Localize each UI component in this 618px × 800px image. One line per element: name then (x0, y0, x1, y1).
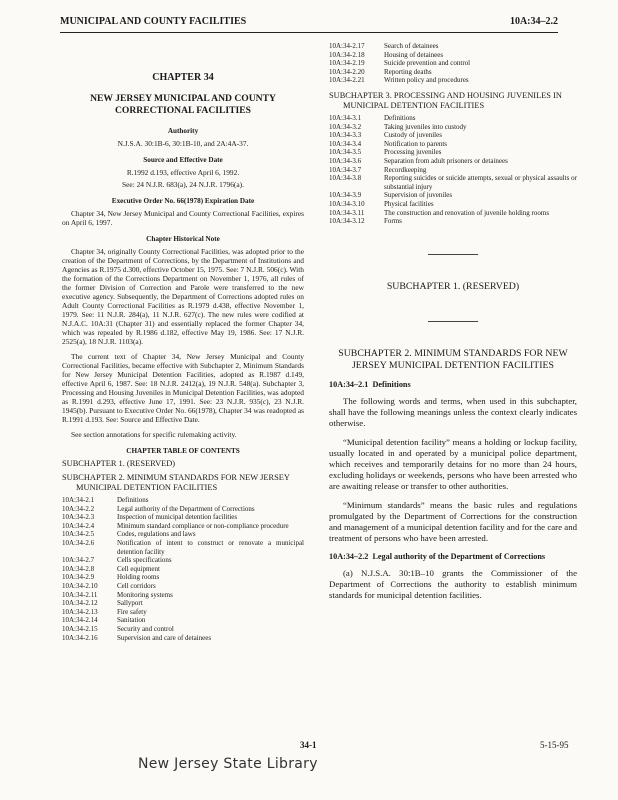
toc-section-number: 10A:34-2.18 (329, 50, 365, 59)
historical-note-heading: Chapter Historical Note (146, 235, 220, 243)
source-line-1: R.1992 d.193, effective April 6, 1992. (126, 168, 240, 177)
toc-section-number: 10A:34-2.15 (62, 624, 98, 633)
toc-section-number: 10A:34-2.2 (62, 504, 95, 513)
toc-list-subchapter-2-cont (329, 42, 577, 85)
toc-section-number: 10A:34-2.9 (62, 573, 95, 582)
toc-entry (329, 191, 577, 200)
section-heading (329, 380, 577, 390)
source-heading: Source and Effective Date (143, 156, 223, 164)
toc-section-title: Recordkeeping (384, 165, 427, 174)
toc-entry (329, 209, 577, 218)
toc-section-title: Physical facilities (384, 199, 434, 208)
toc-entry (329, 68, 577, 77)
toc-section-number: 10A:34-3.4 (329, 139, 362, 148)
toc-section-number: 10A:34-2.14 (62, 616, 98, 625)
toc-section-title: Supervision and care of detainees (117, 633, 212, 642)
subchapter-1-toc-heading: SUBCHAPTER 1. (RESERVED) (62, 459, 176, 468)
toc-section-number: 10A:34-2.8 (62, 564, 95, 573)
toc-section-number: 10A:34-2.21 (329, 76, 365, 85)
toc-section-title: Reporting suicides or suicide attempts, sexual or physical assaults or substantial injury (384, 174, 577, 191)
left-column (62, 42, 304, 740)
toc-section-title: Supervision of juveniles (384, 191, 453, 200)
historical-note-paragraph: See section annotations for specific rulemaking activity. (71, 430, 237, 439)
toc-list-subchapter-2 (62, 496, 304, 642)
toc-entry (62, 565, 304, 574)
toc-section-title: Taking juveniles into custody (384, 122, 467, 131)
toc-entry (329, 174, 577, 191)
toc-entry (62, 539, 304, 556)
toc-entry (329, 76, 577, 85)
toc-section-number: 10A:34-2.10 (62, 581, 98, 590)
executive-order-text: Chapter 34, New Jersey Municipal and County Correctional Facilities, expires on April 6, 1997. (62, 209, 304, 227)
toc-section-number: 10A:34-2.13 (62, 607, 98, 616)
toc-entry (62, 599, 304, 608)
section-number: 10A:34–2.2 (329, 551, 369, 561)
subchapter-3-toc-heading: SUBCHAPTER 3. PROCESSING AND HOUSING JUVENILES IN MUNICIPAL DETENTION FACILITIES (329, 90, 562, 110)
toc-section-title: Housing of detainees (384, 50, 444, 59)
toc-section-title: Sallyport (117, 599, 143, 608)
toc-section-number: 10A:34-3.7 (329, 165, 362, 174)
toc-entry (62, 505, 304, 514)
toc-section-title: Definitions (117, 496, 149, 504)
toc-entry (62, 573, 304, 582)
toc-entry (329, 114, 577, 123)
toc-entry (329, 200, 577, 209)
toc-entry (62, 582, 304, 591)
toc-section-number: 10A:34-3.10 (329, 199, 365, 208)
toc-section-number: 10A:34-3.3 (329, 131, 362, 140)
toc-section-number: 10A:34-3.1 (329, 113, 362, 122)
toc-section-number: 10A:34-2.20 (329, 67, 365, 76)
toc-entry (329, 217, 577, 226)
body-paragraph: (a) N.J.S.A. 30:1B–10 grants the Commissioner of the Department of Corrections the authority to establish minimum standards for municipal detention facilities. (329, 567, 577, 600)
table-of-contents-heading: CHAPTER TABLE OF CONTENTS (126, 447, 240, 455)
toc-entry (329, 166, 577, 175)
section-number: 10A:34–2.1 (329, 379, 369, 389)
toc-section-title: Written policy and procedures (384, 76, 469, 85)
toc-section-title: Legal authority of the Department of Corrections (117, 504, 255, 513)
toc-entry (62, 591, 304, 600)
chapter-title: NEW JERSEY MUNICIPAL AND COUNTY CORRECTIONAL FACILITIES (90, 93, 276, 116)
toc-section-number: 10A:34-3.5 (329, 148, 362, 157)
toc-section-number: 10A:34-2.3 (62, 513, 95, 522)
toc-section-number: 10A:34-3.8 (329, 174, 362, 183)
toc-entry (62, 496, 304, 505)
toc-entry (329, 123, 577, 132)
separator-rule (428, 254, 478, 255)
library-stamp: New Jersey State Library (138, 756, 318, 772)
chapter-number: CHAPTER 34 (152, 72, 214, 83)
toc-section-number: 10A:34-3.12 (329, 217, 365, 226)
toc-section-number: 10A:34-3.6 (329, 156, 362, 165)
header-rule (60, 32, 558, 33)
toc-list-subchapter-3 (329, 114, 577, 226)
toc-entry (329, 59, 577, 68)
toc-section-number: 10A:34-2.17 (329, 42, 365, 50)
toc-section-number: 10A:34-2.5 (62, 530, 95, 539)
subchapter-1-heading: SUBCHAPTER 1. (RESERVED) (386, 280, 520, 292)
toc-entry (62, 625, 304, 634)
toc-section-title: Search of detainees (384, 42, 439, 50)
toc-section-number: 10A:34-3.2 (329, 122, 362, 131)
definition-paragraph: “Municipal detention facility” means a holding or lockup facility, usually located in and operated by a municipal police department, which receives and temporarily detains for no more than 24 hours, excluding holidays or weekends, persons who have been arrested who are awaiting release or transfer to other authorities. (329, 436, 577, 491)
toc-entry (329, 148, 577, 157)
toc-section-title: Notification of intent to construct or renovate a municipal detention facility (117, 538, 304, 556)
toc-section-title: Notification to parents (384, 139, 447, 148)
toc-section-number: 10A:34-2.4 (62, 521, 95, 530)
definition-paragraph: “Minimum standards” means the basic rules and regulations promulgated by the Department of Corrections for the construction and management of a municipal detention facility and for the care and treatment of persons who have been arrested. (329, 499, 577, 543)
toc-entry (62, 530, 304, 539)
toc-entry (62, 616, 304, 625)
toc-entry (329, 157, 577, 166)
source-line-2: See: 24 N.J.R. 683(a), 24 N.J.R. 1796(a). (122, 180, 244, 189)
toc-section-number: 10A:34-2.7 (62, 556, 95, 565)
page-number: 34-1 (300, 740, 317, 750)
toc-section-title: Processing juveniles (384, 148, 442, 157)
toc-section-title: Forms (384, 217, 402, 226)
toc-section-title: Holding rooms (117, 573, 160, 582)
toc-entry (62, 608, 304, 617)
historical-note-paragraph: Chapter 34, originally County Correctional Facilities, was adopted prior to the creation of the Department of Corrections, by the Department of Institutions and Agencies as R.1975 d.300, effective October 15, 1975. See: 7 N.J.R. 506(c). With the formation of the Corrections Department on November 1, 1976, all rules of the former Division of Correction and Parole were transferred to the new executive agency. Subsequently, the Department of Corrections adopted rules on Adult County Correctional Facilities as R.1979 d.438, effective November 1, 1979. See: 11 N.J.R. 284(a), 11 N.J.R. 627(c). The new rules were codified at N.J.A.C. 10A:31 (Chapter 31) and essentially replaced the former Chapter 34, which was repealed by R.1986 d.182, effective May 19, 1986. See: 17 N.J.R. 2525(a), 18 N.J.R. 1103(a). (62, 247, 304, 346)
section-title: Definitions (372, 379, 411, 389)
toc-section-title: The construction and renovation of juvenile holding rooms (384, 208, 550, 217)
executive-order-heading: Executive Order No. 66(1978) Expiration Date (111, 197, 255, 205)
toc-entry (62, 556, 304, 565)
toc-entry (329, 140, 577, 149)
toc-entry (62, 522, 304, 531)
subchapter-2-toc-heading: SUBCHAPTER 2. MINIMUM STANDARDS FOR NEW JERSEY MUNICIPAL DETENTION FACILITIES (62, 473, 290, 492)
toc-section-number: 10A:34-2.6 (62, 538, 95, 547)
toc-section-title: Cell corridors (117, 581, 156, 590)
toc-section-title: Security and control (117, 624, 174, 633)
toc-entry (329, 131, 577, 140)
authority-text: N.J.S.A. 30:1B-6, 30:1B-10, and 2A:4A-37. (117, 139, 249, 148)
toc-section-title: Suicide prevention and control (384, 59, 471, 68)
toc-entry (62, 634, 304, 643)
header-left: MUNICIPAL AND COUNTY FACILITIES (60, 16, 247, 27)
toc-section-number: 10A:34-2.19 (329, 59, 365, 68)
toc-section-title: Inspection of municipal detention facilities (117, 513, 238, 522)
header-right: 10A:34–2.2 (509, 16, 558, 27)
section-title: Legal authority of the Department of Corrections (372, 551, 546, 561)
toc-section-title: Minimum standard compliance or non-compliance procedure (117, 521, 289, 530)
toc-entry (62, 513, 304, 522)
toc-section-title: Sanitation (117, 616, 146, 625)
toc-section-title: Cells specifications (117, 556, 172, 565)
historical-note-paragraph: The current text of Chapter 34, New Jersey Municipal and County Correctional Facilities, became effective with Subchapter 2, Minimum Standards for New Jersey Municipal Detention Facilities, adopted as R.1987 d.149, effective April 6, 1987. See: 18 N.J.R. 2412(a), 19 N.J.R. 548(a). Subchapter 3, Processing and Housing Juveniles in Municipal Detention Facilities, was adopted as R.1991 d.293, effective June 17, 1991. See: 23 N.J.R. 935(c), 23 N.J.R. 1945(b). Pursuant to Executive Order No. 66(1978), Chapter 34 was readopted as R.1991 d.193. See: Source and Effective Date. (62, 352, 304, 424)
toc-section-number: 10A:34-2.1 (62, 496, 95, 504)
section-heading (329, 552, 577, 562)
body-paragraph: The following words and terms, when used in this subchapter, shall have the following meanings unless the context clearly indicates otherwise. (329, 395, 577, 428)
toc-section-number: 10A:34-2.11 (62, 590, 98, 599)
toc-section-number: 10A:34-3.9 (329, 191, 362, 200)
revision-date: 5-15-95 (540, 740, 569, 750)
toc-section-number: 10A:34-3.11 (329, 208, 365, 217)
toc-section-title: Separation from adult prisoners or detainees (384, 156, 508, 165)
toc-section-title: Monitoring systems (117, 590, 173, 599)
toc-section-title: Fire safety (117, 607, 147, 616)
toc-section-title: Custody of juveniles (384, 131, 442, 140)
toc-section-title: Definitions (384, 113, 416, 122)
authority-heading: Authority (167, 127, 199, 135)
toc-section-title: Cell equipment (117, 564, 160, 573)
separator-rule (428, 321, 478, 322)
toc-entry (329, 42, 577, 51)
toc-section-number: 10A:34-2.16 (62, 633, 98, 642)
toc-section-title: Codes, regulations and laws (117, 530, 196, 539)
toc-entry (329, 51, 577, 60)
right-column (329, 42, 577, 740)
subchapter-2-heading: SUBCHAPTER 2. MINIMUM STANDARDS FOR NEW JERSEY MUNICIPAL DETENTION FACILITIES (338, 347, 568, 371)
toc-section-number: 10A:34-2.12 (62, 599, 98, 608)
toc-section-title: Reporting deaths (384, 67, 432, 76)
